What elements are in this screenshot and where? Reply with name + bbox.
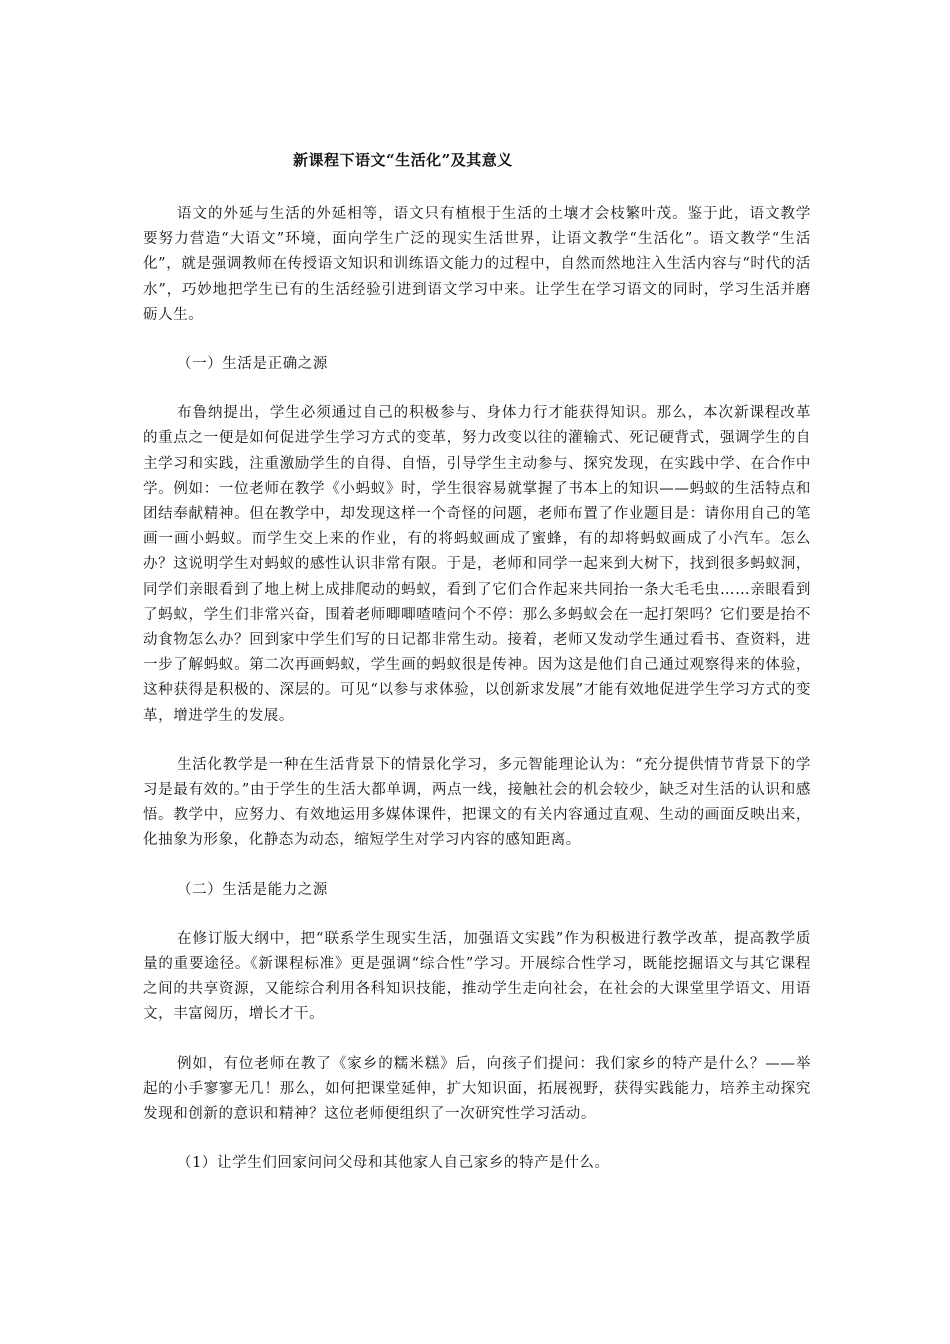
body-paragraph: 布鲁纳提出，学生必须通过自己的积极参与、身体力行才能获得知识。那么，本次新课程改革的重点之一便是如何促进学生学习方式的变革，努力改变以往的灌输式、死记硬背式，强调学生的自主学习和实践，注重激励学生的自得、自悟，引导学生主动参与、探究发现，在实践中学、在合作中学。例如：一位老师在教学《小蚂蚁》时，学生很容易就掌握了书本上的知识——蚂蚁的生活特点和团结奉献精神。但在教学中，却发现这样一个奇怪的问题，老师布置了作业题目是：请你用自己的笔画一画小蚂蚁。而学生交上来的作业，有的将蚂蚁画成了蜜蜂，有的却将蚂蚁画成了小汽车。怎么办？这说明学生对蚂蚁的感性认识非常有限。于是，老师和同学一起来到大树下，找到很多蚂蚁洞，同学们亲眼看到了地上树上成排爬动的蚂蚁，看到了它们合作起来共同抬一条大毛毛虫……亲眼看到了蚂蚁，学生们非常兴奋，围着老师唧唧喳喳问个不停：那么多蚂蚁会在一起打架吗？它们要是抬不动食物怎么办？回到家中学生们写的日记都非常生动。接着，老师又发动学生通过看书、查资料，进一步了解蚂蚁。第二次再画蚂蚁，学生画的蚂蚁很是传神。因为这是他们自己通过观察得来的体验，这种获得是积极的、深层的。可见“以参与求体验，以创新求发展”才能有效地促进学生学习方式的变革，增进学生的发展。: [143, 405, 811, 724]
body-paragraph: 例如，有位老师在教了《家乡的糯米糕》后，向孩子们提问：我们家乡的特产是什么？——举起的小手寥寥无几！那么，如何把课堂延伸，扩大知识面，拓展视野，获得实践能力，培养主动探究发现和创新的意识和精神？这位老师便组织了一次研究性学习活动。: [143, 1055, 811, 1123]
document-page: [143, 148, 811, 1201]
section-heading-1: （一）生活是正确之源: [177, 356, 328, 373]
list-item: （1）让学生们回家问问父母和其他家人自己家乡的特产是什么。: [177, 1155, 610, 1172]
section-heading-2: （二）生活是能力之源: [177, 881, 328, 898]
body-paragraph: 生活化教学是一种在生活背景下的情景化学习，多元智能理论认为：“充分提供情节背景下的学习是最有效的。”由于学生的生活大都单调，两点一线，接触社会的机会较少，缺乏对生活的认识和感悟。教学中，应努力、有效地运用多媒体课件，把课文的有关内容通过直观、生动的画面反映出来，化抽象为形象，化静态为动态，缩短学生对学习内容的感知距离。: [143, 756, 811, 849]
document-title: 新课程下语文“生活化”及其意义: [293, 151, 513, 169]
body-paragraph: 在修订版大纲中，把“联系学生现实生活，加强语文实践”作为积极进行教学改革，提高教学质量的重要途径。《新课程标准》更是强调“综合性”学习。开展综合性学习，既能挖掘语文与其它课程之间的共享资源，又能综合利用各科知识技能，推动学生走向社会，在社会的大课堂里学语文、用语文，丰富阅历，增长才干。: [143, 930, 811, 1023]
intro-paragraph: 语文的外延与生活的外延相等，语文只有植根于生活的土壤才会枝繁叶茂。鉴于此，语文教学要努力营造“大语文”环境，面向学生广泛的现实生活世界，让语文教学“生活化”。语文教学“生活化”，就是强调教师在传授语文知识和训练语文能力的过程中，自然而然地注入生活内容与“时代的活水”，巧妙地把学生已有的生活经验引进到语文学习中来。让学生在学习语文的同时，学习生活并磨砺人生。: [143, 206, 811, 323]
